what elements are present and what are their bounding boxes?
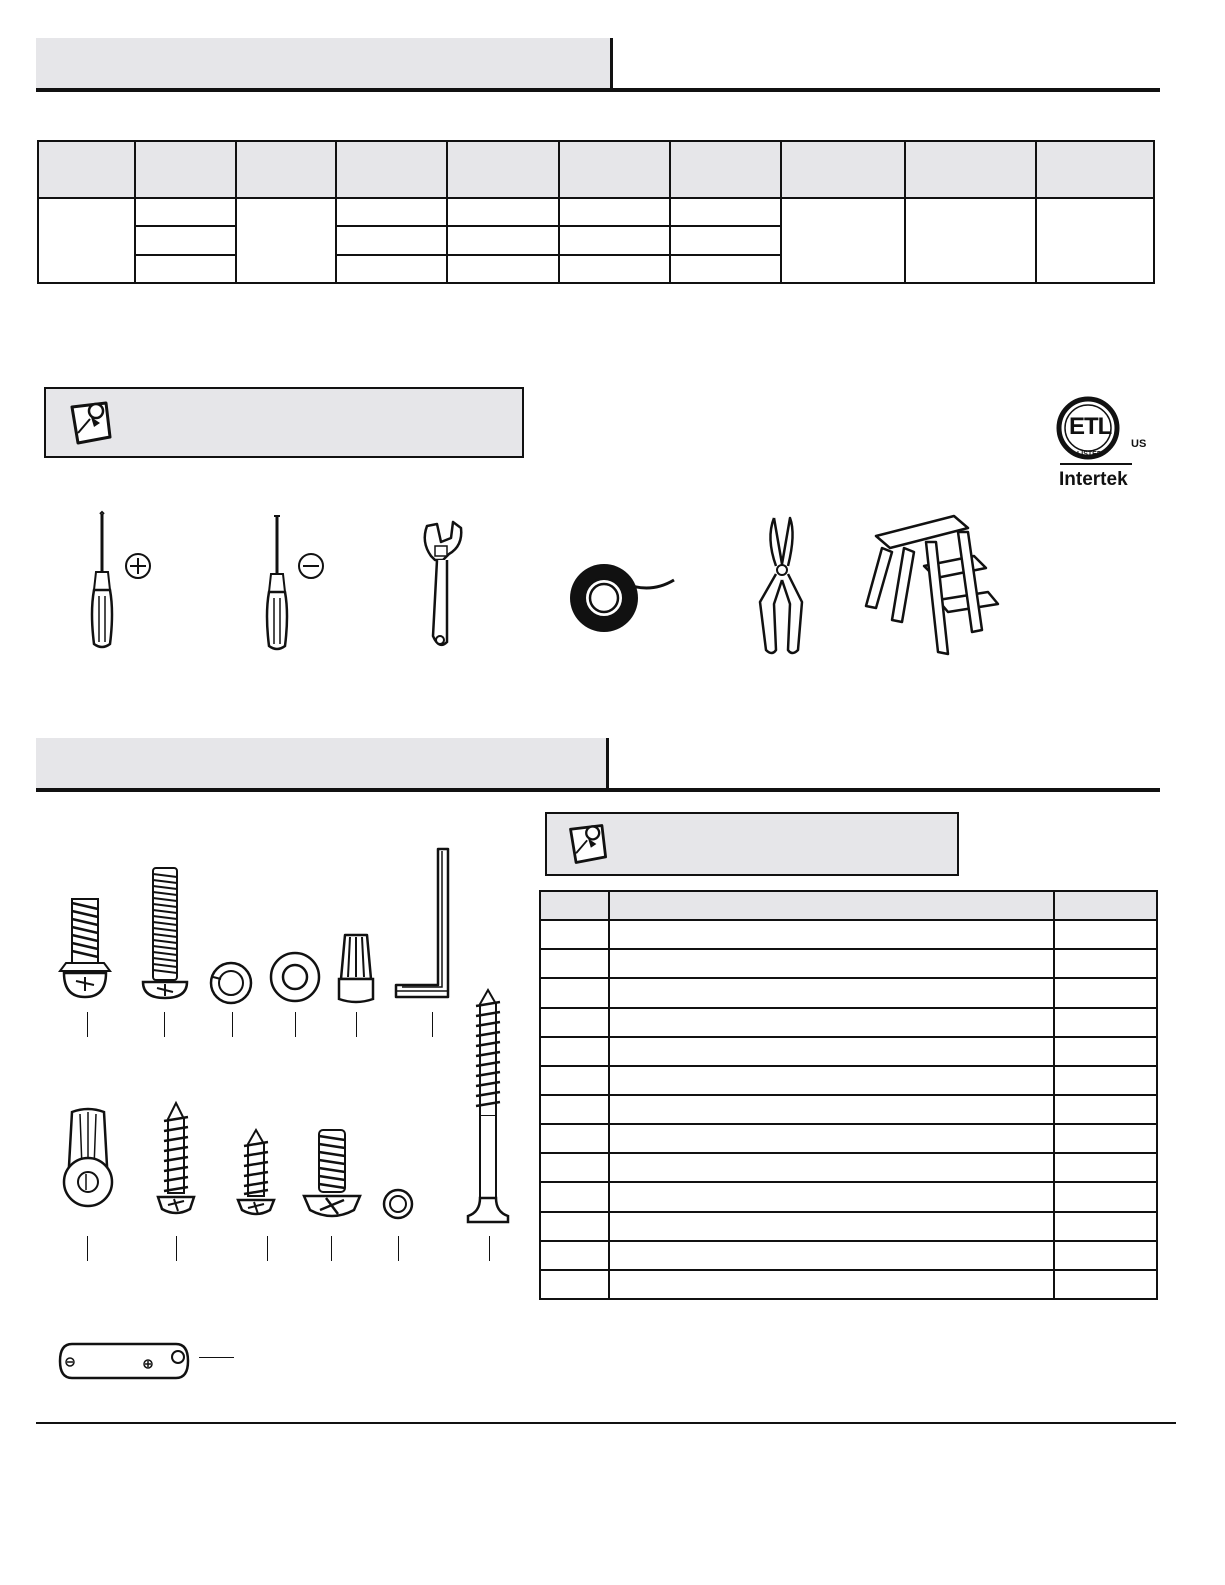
phillips-screwdriver-icon	[80, 512, 170, 652]
wall-anchor-icon	[60, 1108, 116, 1206]
parts-cell	[609, 1095, 1054, 1124]
parts-cell	[609, 1270, 1054, 1299]
part-leader-line	[356, 1012, 357, 1037]
etl-letters: ETL	[1069, 413, 1112, 440]
spec-cell	[559, 255, 670, 283]
part-leader-line	[267, 1236, 268, 1261]
parts-header-cell	[540, 891, 609, 920]
parts-row	[540, 978, 1157, 1007]
parts-cell	[1054, 1212, 1157, 1241]
ground-screw-icon	[54, 893, 124, 1013]
parts-cell	[1054, 1037, 1157, 1066]
part-leader-line	[489, 1236, 490, 1261]
parts-cell	[540, 949, 609, 978]
tools-note-box	[44, 387, 524, 458]
spec-cell	[559, 198, 670, 226]
adjustable-wrench-icon	[415, 516, 475, 654]
step-ladder-icon	[864, 512, 1004, 658]
parts-cell	[1054, 1270, 1157, 1299]
footer-rule	[36, 1422, 1176, 1424]
spec-cell	[135, 255, 236, 283]
section-header-2-shade	[36, 738, 609, 788]
pushpin-note-icon	[66, 397, 118, 449]
parts-header-cell	[1054, 891, 1157, 920]
tapping-screw-icon	[154, 1101, 200, 1221]
parts-row	[540, 1066, 1157, 1095]
etl-country-label: US	[1131, 438, 1147, 450]
spec-cell	[38, 198, 135, 283]
specifications-row	[38, 198, 1154, 226]
parts-cell	[540, 1095, 609, 1124]
parts-cell	[609, 1037, 1054, 1066]
short-tapping-screw-icon	[234, 1128, 280, 1222]
spec-cell	[670, 255, 781, 283]
parts-cell	[540, 1153, 609, 1182]
part-leader-line	[232, 1012, 233, 1037]
parts-cell	[609, 949, 1054, 978]
parts-cell	[609, 1241, 1054, 1270]
hardware-parts-table	[539, 890, 1158, 1300]
spec-header-cell	[559, 141, 670, 198]
spec-cell	[559, 226, 670, 254]
parts-cell	[609, 978, 1054, 1007]
section-header-2-rule	[36, 788, 1160, 792]
parts-cell	[540, 1008, 609, 1037]
spec-header-cell	[781, 141, 906, 198]
parts-row	[540, 1037, 1157, 1066]
parts-cell	[540, 1212, 609, 1241]
parts-cell	[609, 1153, 1054, 1182]
parts-row	[540, 1124, 1157, 1153]
parts-cell	[1054, 949, 1157, 978]
parts-row	[540, 1241, 1157, 1270]
spec-cell	[1036, 198, 1154, 283]
parts-cell	[1054, 920, 1157, 949]
parts-cell	[540, 1270, 609, 1299]
part-leader-line	[176, 1236, 177, 1261]
spec-header-cell	[336, 141, 447, 198]
coupler-nut-icon	[58, 1340, 190, 1382]
etl-listed-label: LISTED	[1077, 451, 1102, 458]
section-header-1-shade	[36, 38, 613, 88]
lock-washer-icon	[207, 961, 255, 1005]
spec-cell	[135, 198, 236, 226]
spec-cell	[670, 198, 781, 226]
part-leader-line	[87, 1236, 88, 1261]
spec-cell	[236, 198, 337, 283]
parts-row	[540, 1095, 1157, 1124]
spec-header-cell	[1036, 141, 1154, 198]
spec-cell	[135, 226, 236, 254]
parts-row	[540, 1008, 1157, 1037]
parts-cell	[1054, 1241, 1157, 1270]
parts-cell	[1054, 1182, 1157, 1211]
part-leader-line	[199, 1357, 234, 1358]
parts-cell	[609, 1124, 1054, 1153]
spec-cell	[905, 198, 1036, 283]
parts-header-row	[540, 891, 1157, 920]
spec-header-cell	[236, 141, 337, 198]
parts-row	[540, 920, 1157, 949]
wood-screw-icon	[466, 988, 512, 1226]
parts-cell	[540, 1241, 609, 1270]
flat-washer-icon	[268, 951, 322, 1003]
pushpin-note-icon	[565, 820, 613, 868]
machine-screw-icon	[302, 1128, 362, 1226]
spec-cell	[781, 198, 906, 283]
spec-cell	[670, 226, 781, 254]
spec-header-cell	[447, 141, 559, 198]
parts-cell	[609, 1066, 1054, 1095]
parts-cell	[540, 1182, 609, 1211]
section-header-1	[36, 38, 1160, 92]
etl-listed-mark	[1052, 393, 1152, 493]
parts-row	[540, 1153, 1157, 1182]
parts-cell	[1054, 1008, 1157, 1037]
part-leader-line	[398, 1236, 399, 1261]
parts-cell	[609, 1212, 1054, 1241]
specifications-table	[37, 140, 1155, 284]
parts-cell	[1054, 1124, 1157, 1153]
parts-header-cell	[609, 891, 1054, 920]
spec-cell	[336, 226, 447, 254]
part-leader-line	[87, 1012, 88, 1037]
mounting-bolt-icon	[143, 866, 191, 1016]
parts-row	[540, 1212, 1157, 1241]
section-header-1-rule	[36, 88, 1160, 92]
spec-cell	[336, 255, 447, 283]
parts-cell	[540, 978, 609, 1007]
hex-key-icon	[392, 847, 464, 1003]
parts-cell	[1054, 1153, 1157, 1182]
spec-header-cell	[905, 141, 1036, 198]
parts-cell	[540, 1066, 609, 1095]
parts-cell	[1054, 978, 1157, 1007]
spec-cell	[447, 255, 559, 283]
parts-cell	[540, 1037, 609, 1066]
part-leader-line	[295, 1012, 296, 1037]
section-header-2	[36, 738, 1160, 792]
parts-row	[540, 1270, 1157, 1299]
spec-cell	[336, 198, 447, 226]
parts-row	[540, 949, 1157, 978]
wire-connector-icon	[333, 931, 379, 1007]
specifications-header-row	[38, 141, 1154, 198]
parts-cell	[609, 1008, 1054, 1037]
etl-brand-label: Intertek	[1059, 469, 1128, 490]
spec-header-cell	[670, 141, 781, 198]
parts-cell	[540, 1124, 609, 1153]
spec-cell	[447, 198, 559, 226]
flathead-screwdriver-icon	[255, 514, 345, 654]
parts-cell	[609, 920, 1054, 949]
parts-cell	[609, 1182, 1054, 1211]
spec-header-cell	[135, 141, 236, 198]
part-leader-line	[331, 1236, 332, 1261]
electrical-tape-icon	[570, 562, 680, 634]
parts-cell	[540, 920, 609, 949]
part-leader-line	[164, 1012, 165, 1037]
small-lock-washer-icon	[382, 1187, 414, 1221]
spec-cell	[447, 226, 559, 254]
wire-cutter-pliers-icon	[752, 514, 812, 656]
hardware-note-box	[545, 812, 959, 876]
parts-cell	[1054, 1066, 1157, 1095]
part-leader-line	[432, 1012, 433, 1037]
spec-header-cell	[38, 141, 135, 198]
parts-row	[540, 1182, 1157, 1211]
parts-cell	[1054, 1095, 1157, 1124]
